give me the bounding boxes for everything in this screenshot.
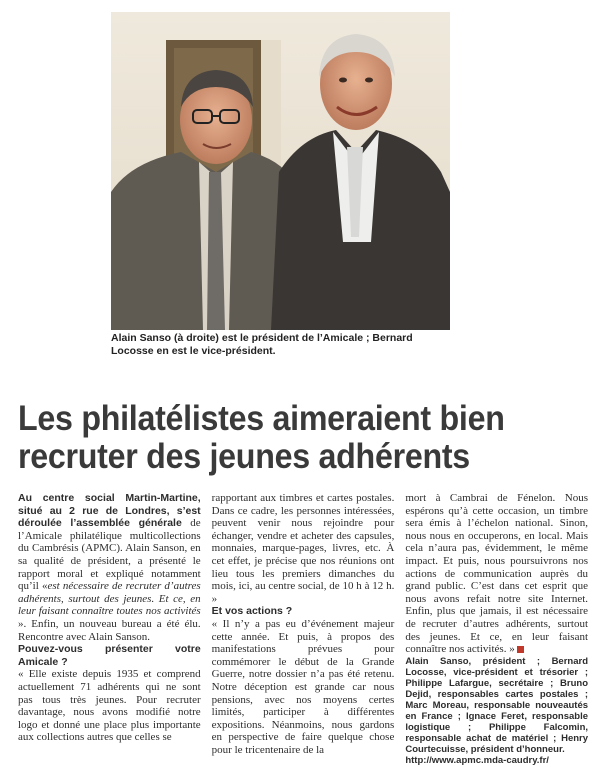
end-mark-icon	[517, 646, 524, 653]
column-2	[212, 492, 395, 767]
article-lead: Au centre social Martin-Martine, situé au 2 rue de Londres, s’est déroulée l’assemblée générale	[18, 492, 201, 530]
bureau-credits: Alain Sanso, président ; Bernard Locosse, vice-président et trésorier ; Philippe Lafargue, secrétaire ; Bruno Dejid, responsables cartes postales ; Marc Moreau, responsable nouveautés en France ; Ignace Feret, responsable logistique ; Philippe Falcomin, responsable achat de matériel ; Henry Courtecuisse, président d’honneur.	[405, 655, 589, 755]
column-1	[18, 492, 201, 767]
quote-intro: est nécessaire de recruter d’autres adhérents, surtout des jeunes. Et ce, en leur faisant connaître toutes nos activités	[18, 580, 201, 618]
website-url[interactable]: http://www.apmc.mda-caudry.fr/	[405, 754, 549, 766]
article-photo	[111, 12, 450, 330]
column-1-text	[18, 492, 201, 643]
answer-1: « Elle existe depuis 1935 et comprend actuellement 71 adhérents qui ne sont pas tous très jeunes. Pour recruter davantage, nous avons modifié notre logo et donné une place plus importante aux collections autres que celles se	[18, 668, 201, 744]
paragraph-intro-end: ». Enfin, un nouveau bureau a été élu. Rencontre avec Alain Sanson.	[18, 617, 201, 643]
photo-caption: Alain Sanso (à droite) est le président de l’Amicale ; Bernard Locosse en est le vice-président.	[111, 332, 413, 357]
answer-2-end: mort à Cambrai de Fénelon. Nous espérons qu’à cette occasion, un timbre sera émis à l’échelon national. Sinon, nous nous en occuperons, en local. Mais cela n’aura pas, évidemment, le même impact. Et puis, nous poursuivrons nos actions de communication auprès du grand public. C’est dans cet esprit que nous avons refait notre site Internet. Enfin, plus que jamais, il est nécessaire de recruter d’autres adhérents, surtout des jeunes. Et ce, en leur faisant connaître nos activités. »	[405, 492, 589, 656]
article-headline: Les philatélistes aimeraient bien recruter des jeunes adhérents	[18, 399, 505, 476]
question-1: Pouvez-vous présenter votre Amicale ?	[18, 643, 201, 668]
column-3	[405, 492, 588, 767]
photo-illustration	[111, 12, 450, 330]
article-body	[18, 492, 588, 767]
question-2: Et vos actions ?	[211, 605, 293, 618]
paragraph-intro: de l’Amicale philatélique multicollections du Cambrésis (APMC). Alain Sanson, en sa qualité de président, a présenté le rapport moral et expliqué notamment qu’il «	[18, 517, 201, 593]
answer-2-continued	[405, 492, 588, 656]
answer-2: « Il n’y a pas eu d’événement majeur cette année. Et puis, à propos des manifestations prévues pour commémorer le début de la Grande Guerre, notre dossier n’a pas été retenu. Notre déception est grande car nous pensions, avec nos moyens certes limités, participer à différentes expositions. Néanmoins, nous gardons en perspective de faire quelque chose pour le tricentenaire de la	[211, 617, 395, 756]
answer-1-continued: rapportant aux timbres et cartes postales. Dans ce cadre, les personnes intéressées, peuvent venir nous rejoindre pour échanger, vendre et acheter des capsules, monnaies, marque-pages, livres, etc. À cet effet, je précise que nos réunions ont lieu tous les premiers dimanches du mois, ici, au centre social, de 10 h à 12 h. »	[211, 492, 395, 605]
